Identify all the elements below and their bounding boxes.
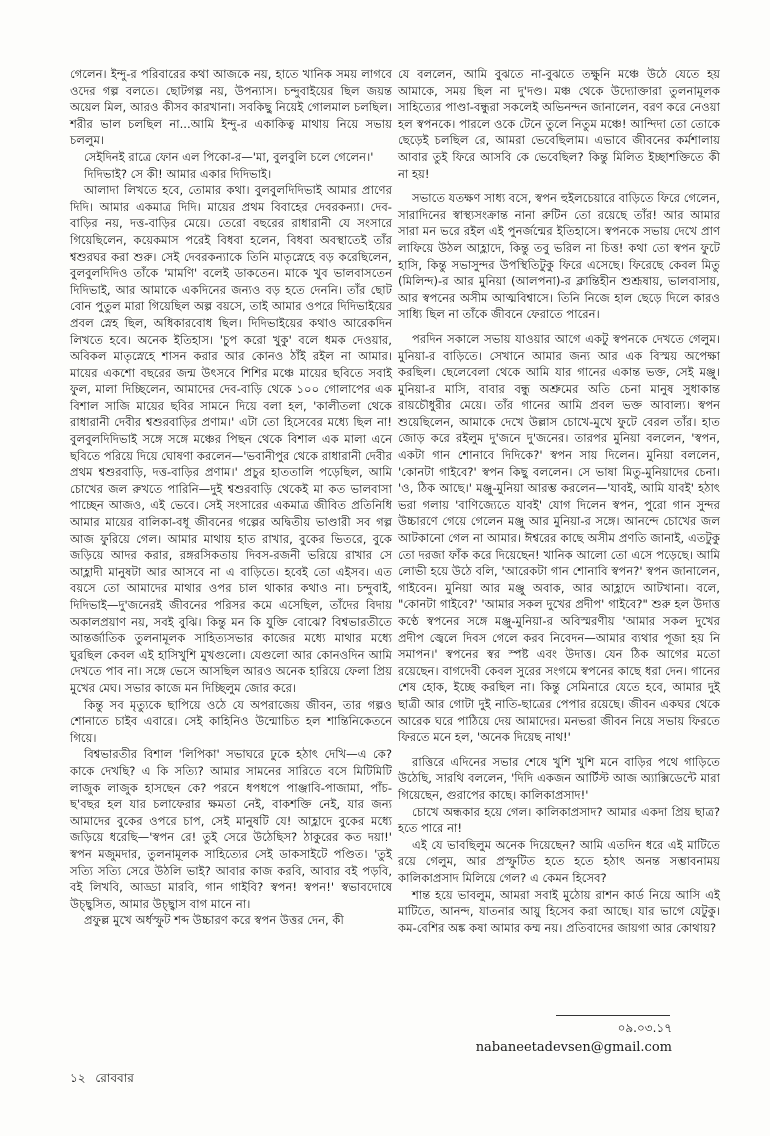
paragraph: শান্ত হয়ে ভাবলুম, আমরা সবাই মুঠোয় রাশন কার্ড নিয়ে আসি এই মাটিতে, আনন্দ, যাতনার আয়ু হিসেব করা আছে। যার ভাগে যেটুকু। কম-বেশির অঙ্ক কষা আমার কম্ম নয়। প্রতিবাদের জায়গা আর কোথায়? — [398, 887, 720, 935]
paragraph: এই যে ভাবছিলুম অনেক দিয়েছেন? আমি এতদিন ধরে এই মাটিতে রয়ে গেলুম, আর প্রস্ফুটিত হতে হতে হঠাৎ অনন্ত সম্ভাবনাময় কালিকাপ্রসাদ মিলিয়ে গেল? এ কেমন হিসেব? — [398, 837, 720, 885]
paragraph: চোখে অন্ধকার হয়ে গেল। কালিকাপ্রসাদ? আমার একদা প্রিয় ছাত্র? হতে পারে না! — [398, 804, 720, 836]
section-name: রোববার — [95, 1071, 134, 1085]
paragraph: দিদিভাই? সে কী! আমার একার দিদিভাই। — [84, 166, 272, 181]
author-email: nabaneetadevsen@gmail.com — [475, 1040, 672, 1055]
paragraph: সভাতে যতক্ষণ সাধ্য বসে, স্বপন হুইলচেয়ারে বাড়িতে ফিরে গেলেন, সারাদিনের স্বাস্থ্যসংক্রান্ত নানা রুটিন তো রয়েছে তাঁর! আর আমার সারা মন ভরে রইল এই পুনর্জন্মের ইতিহাসে। স্বপনকে সভায় দেখে প্রাণ লাফিয়ে উঠল আহ্লাদে, কিন্তু তবু ভরিল না চিত্ত! কথা তো স্বপন ফুটে হাসি, কিন্তু সভাসুন্দর উপস্থিতিটুকু ফিরে এসেছে। ফিরেছে কেবল মিতু (মিলিন্দ)-র আর মুনিয়া (আলপনা)-র ক্লান্তিহীন শুশ্রূষায়, ভালবাসায়, আর স্বপনের অসীম আত্মবিশ্বাসে। তিনি নিজে হাল ছেড়ে দিলে কারও সাধ্যি ছিল না তাঁকে জীবনে ফেরাতে পারেন। — [398, 191, 720, 322]
paragraph: যে বললেন, আমি বুঝতে না-বুঝতে তক্ষুনি মঞ্চে উঠে যেতে হয় আমাকে, সময় ছিল না দু'দণ্ড। মঞ্চ থেকে উদ্যোক্তারা তুলনামূলক সাহিত্যের পাণ্ডা-বন্ধুরা সকলেই অভিনন্দন জানালেন, বরণ করে নেওয়া হল স্বপনকে। পারলে ওকে টেনে তুলে নিতুম মঞ্চে! আন্দিদা তো তোকে ছেড়েই চলছিল রে, আমরা ভেবেছিলাম। এভাবে জীবনের কর্মশালায় আবার তুই ফিরে আসবি কে ভেবেছিল? কিন্তু মিলিত ইচ্ছাশক্তিতে কী না হয়! — [398, 67, 720, 181]
paragraph: আলাদা লিখতে হবে, তোমার কথা। বুলবুলদিদিভাই আমার প্রাণের দিদি। আমার একমাত্র দিদি। মায়ের প্রথম বিবাহের দেবরকন্যা। দেব-বাড়ির নয়, দত্ত-বাড়ির মেয়ে। তেরো বছরের রাধারানী যে সংসারে গিয়েছিলেন, কয়েকমাস পরেই বিধবা হলেন, বিধবা অবস্থাতেই তাঁর শ্বশুরঘর করা শুরু। সেই দেবরকন্যাকে তিনি মাতৃস্নেহে বড় করেছিলেন, বুলবুলদিদিও তাঁকে 'মামণি' বলেই ডাকতেন। মাকে খুব ভালবাসতেন দিদিভাই, আর আমাকে একদিনের জন্যও বড় হতে দেননি। তাঁর ছোট বোন পুতুল মারা গিয়েছিল অল্প বয়সে, তাই আমার ওপরে দিদিভাইয়ের প্রবল স্নেহ ছিল, অধিকারবোধ ছিল। দিদিভাইয়ের কথাও আরেকদিন লিখতে হবে। অনেক ইতিহাস। 'চুপ করো খুকু' বলে ধমক দেওয়ার, অবিকল মাতৃস্নেহে শাসন করার আর কোনও ঠাঁই রইল না আমার। মায়ের একশো বছরের জন্ম উৎসবে শিশির মঞ্চে মায়ের ছবিতে সবাই ফুল, মালা দিচ্ছিলেন, আমাদের দেব-বাড়ি থেকে ১০০ গোলাপের এক বিশাল সাজি মায়ের ছবির সামনে দিয়ে বলা হল, 'কালীতলা থেকে রাধারানী দেবীর শ্বশুরবাড়ির প্রণাম।' এটা তো হিসেবের মধ্যে ছিল না! বুলবুলদিদিভাই সঙ্গে সঙ্গে মঞ্চের পিছন থেকে বিশাল এক মালা এনে ছবিতে পরিয়ে দিয়ে ঘোষণা করলেন—'ভবানীপুর থেকে রাধারানী দেবীর প্রথম শ্বশুরবাড়ি, দত্ত-বাড়ির প্রণাম।' প্রচুর হাততালি পড়েছিল, আমি চোখের জল রুখতে পারিনি—দুই শ্বশুরবাড়ি থেকেই মা কত ভালবাসা পাচ্ছেন আজও, এই ভেবে। সেই সংসারের একমাত্র জীবিত প্রতিনিধি আমার মায়ের বালিকা-বধূ জীবনের গল্পের অদ্বিতীয় ভাণ্ডারী সব গল্প আজ ফুরিয়ে গেল। আমার মাথায় হাত রাখার, বুকের ভিতরে, বুকে জড়িয়ে আদর করার, রঙ্গরসিকতায় দিবস-রজনী ভরিয়ে রাখার সে আহ্লাদী মানুষটা আর আসবে না এ বাড়িতে। হবেই তো এইসব। এত বয়সে তো আমাদের মাথার ওপর চাল থাকার কথাও না। চন্দুবাই, দিদিভাই—দু'জনেরই জীবনের পরিসর কমে এসেছিল, তাঁদের বিদায় অকালপ্রয়াণ নয়, সবই বুঝি। কিন্তু মন কি যুক্তি বোঝে? বিশ্বভারতীতে আন্তর্জাতিক তুলনামূলক সাহিত্যসভার কাজের মধ্যে মাথার মধ্যে ঘুরছিল কেবল এই হাসিখুশি মুখগুলো। যেগুলো আর কোনওদিন আমি দেখতে পাব না। সঙ্গে ভেসে আসছিল আরও অনেক হারিয়ে ফেলা প্রিয় মুখের মেঘ। সভার কাজে মন দিচ্ছিলুম জোর করে। — [70, 183, 392, 695]
paragraph: রাত্তিরে এদিনের সভার শেষে খুশি খুশি মনে বাড়ির পথে গাড়িতে উঠেছি, সারথি বললেন, 'দিদি একজন আর্টিস্ট আজ অ্যাক্সিডেন্টে মারা গিয়েছেন, গুরাপের কাছে। কালিকাপ্রসাদ!' — [398, 754, 720, 802]
paragraph: বিশ্বভারতীর বিশাল 'লিপিকা' সভাঘরে ঢুকে হঠাৎ দেখি—এ কে? কাকে দেখছি? এ কি সত্যি? আমার সামনের সারিতে বসে মিটিমিটি লাজুক লাজুক হাসছেন কে? পরনে ধপধপে পাঞ্জাবি-পাজামা, পাঁচ-ছ'বছর হল যার চলাফেরার ক্ষমতা নেই, বাকশক্তি নেই, যার জন্য আমাদের বুকের ওপরে চাপ, সেই মানুষটি যে! আহ্লাদে বুকের মধ্যে জড়িয়ে ধরেছি—'স্বপন রে! তুই সেরে উঠেছিস? ঠাকুরের কত দয়া!' স্বপন মজুমদার, তুলনামূলক সাহিত্যের সেই ডাকসাইটে পণ্ডিত। 'তুই সত্যি সত্যি সেরে উঠলি ভাই? আবার কাজ করবি, আবার বই পড়বি, বই লিখবি, আড্ডা মারবি, গান গাইবি? স্বপন! স্বপন!' স্বভাবদোষে উচ্ছ্বসিত, আমার উচ্ছ্বাস বাগ মানে না। — [70, 747, 392, 911]
paragraph: পরদিন সকালে সভায় যাওয়ার আগে একটু স্বপনকে দেখতে গেলুম। মুনিয়া-র বাড়িতে। সেখানে আমার জন্য আর এক বিস্ময় অপেক্ষা করছিল। ছেলেবেলা থেকে আমি যার গানের একান্ত ভক্ত, সেই মঞ্জু। মুনিয়া-র মাসি, বাবার বন্ধু অশ্রুমের অতি চেনা মানুষ সুধাকান্ত রায়চৌধুরীর মেয়ে। তাঁর গানের আমি প্রবল ভক্ত আবাল্য। স্বপন শুয়েছিলেন, আমাকে দেখে উল্লাস চোখে-মুখে ফুটে বেরল তাঁর। হাত জোড় করে রইলুম দু'জনে দু'জনের। তারপর মুনিয়া বললেন, 'স্বপন, একটা গান শোনাবে দিদিকে?' স্বপন সায় দিলেন। মুনিয়া বললেন, 'কোনটা গাইবে?' স্বপন কিছু বললেন। সে ভাষা মিতু-মুনিয়াদের চেনা। 'ও, ঠিক আছে।' মঞ্জু-মুনিয়া আরম্ভ করলেন—'যাবই, আমি যাবই' হঠাৎ ভরা গলায় 'বাণিজ্যেতে যাবই' যোগ দিলেন স্বপন, পুরো গান সুন্দর উচ্চারণে গেয়ে গেলেন মঞ্জু আর মুনিয়া-র সঙ্গে। আনন্দে চোখের জল আটকানো গেল না আমার। ঈশ্বরের কাছে অসীম প্রণতি জানাই, এতটুকু তো দরজা ফাঁক করে দিয়েছেন! খানিক আলো তো এসে পড়েছে। আমি লোভী হয়ে উঠে বলি, 'আরেকটা গান শোনাবি স্বপন?' স্বপন জানালেন, গাইবেন। মুনিয়া আর মঞ্জু অবাক, আর আহ্লাদে আটখানা। বলে, "কোনটা গাইবে?' 'আমার সকল দুখের প্রদীপ' গাইবে?" শুরু হল উদাত্ত কণ্ঠে স্বপনের সঙ্গে মঞ্জু-মুনিয়া-র অবিস্মরণীয় 'আমার সকল দুখের প্রদীপ জ্বেলে দিবস গেলে করব নিবেদন—আমার ব্যথার পূজা হয় নি সমাপন।' স্বপনের স্বর স্পষ্ট এবং উদাত্ত। যেন ঠিক আগের মতো রয়েছেন। বাগদেবী কেবল সুরের সংগমে স্বপনের কাছে ধরা দেন। গানের শেষ হোক, ইচ্ছে করছিল না। কিন্তু সেমিনারে যেতে হবে, আমার দুই ছাত্রী আর গোটা দুই নাতি-ছাত্রের পেপার রয়েছে। জীবন একঘর থেকে আরেক ঘরে পাঠিয়ে দেয় আমাদের। মনভরা জীবন নিয়ে সভায় ফিরতে ফিরতে মনে হল, 'অনেক দিয়েছ নাথ!' — [398, 331, 720, 745]
page-footer — [70, 1070, 140, 1090]
article-column-right — [398, 66, 720, 936]
paragraph: কিন্তু সব মৃত্যুকে ছাপিয়ে ওঠে যে অপরাজেয় জীবন, তার গল্পও শোনাতে চাইব এবারে। সেই কাহিনিও উন্মোচিত হল শান্তিনিকেতনে গিয়ে। — [70, 697, 392, 745]
page-number: ১২ — [70, 1071, 86, 1085]
article-column-left — [70, 66, 392, 929]
article-date: ০৯.০৩.১৭ — [617, 1021, 672, 1035]
paragraph: গেলেন। ইন্দু-র পরিবারের কথা আজকে নয়, হাতে খানিক সময় লাগবে ওদের গল্প বলতে। ছোটগল্প নয়, উপন্যাস। চন্দুবাইয়ের ছিল জয়ন্ত অয়েল মিল, আরও কীসব কারখানা। সবকিছু নিয়েই গোলমাল চলছিল। শরীর ভাল চলছিল না...আমি ইন্দু-র একাকিত্ব মাথায় নিয়ে সভায় চললুম। — [70, 67, 392, 148]
paragraph: সেইদিনই রাত্রে ফোন এল পিকো-র—'মা, বুলবুলি চলে গেলেন।' — [84, 149, 374, 164]
paragraph: প্রফুল্ল মুখে অর্ধস্ফুট শব্দ উচ্চারণ করে স্বপন উত্তর দেন, কী — [84, 913, 344, 928]
signature-rule — [556, 1015, 670, 1016]
